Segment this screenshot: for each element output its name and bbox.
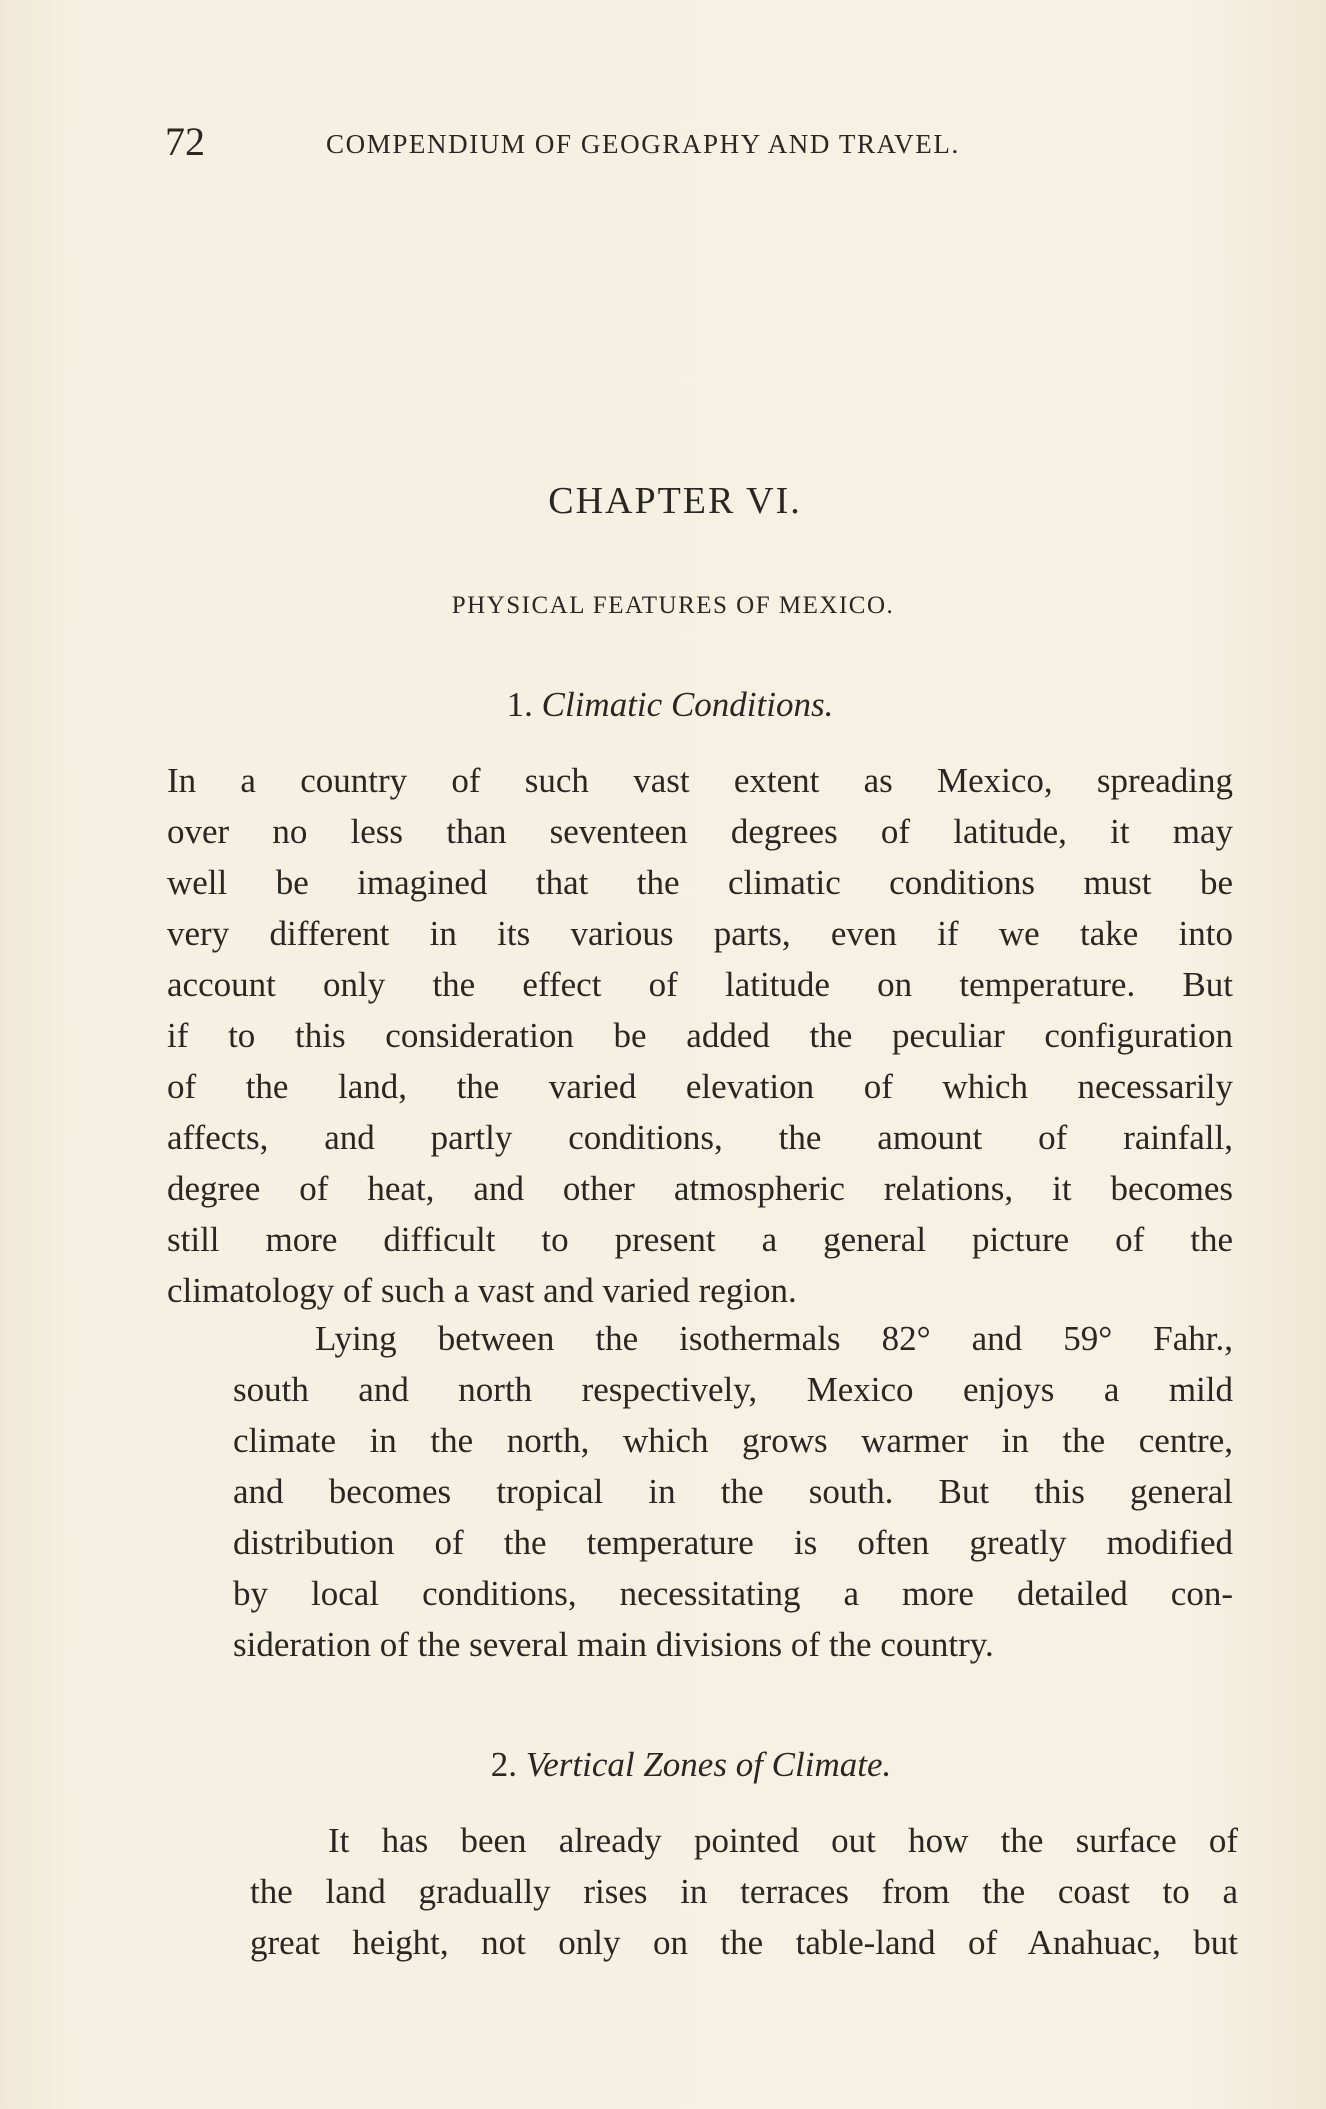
- chapter-title: CHAPTER VI.: [548, 480, 802, 522]
- text-line: well be imagined that the climatic conditions must be: [167, 863, 1233, 902]
- section-number: 1.: [506, 685, 533, 724]
- chapter-subtitle: PHYSICAL FEATURES OF MEXICO.: [451, 592, 895, 619]
- section-heading-vertical-zones: [0, 1740, 1326, 1790]
- text-line: affects, and partly conditions, the amount of rainfall,: [167, 1118, 1233, 1157]
- section-title: Climatic Conditions.: [541, 685, 834, 724]
- text-line: distribution of the temperature is often greatly modified: [233, 1523, 1233, 1562]
- paragraph: [167, 755, 1233, 1316]
- text-line: if to this consideration be added the peculiar configuration: [167, 1016, 1233, 1055]
- text-line: over no less than seventeen degrees of latitude, it may: [167, 812, 1233, 851]
- text-line: climate in the north, which grows warmer in the centre,: [233, 1421, 1233, 1460]
- text-line: It has been already pointed out how the surface of: [328, 1821, 1238, 1860]
- paragraph: [167, 1313, 1233, 1670]
- text-line: account only the effect of latitude on temperature. But: [167, 965, 1233, 1004]
- running-head: COMPENDIUM OF GEOGRAPHY AND TRAVEL.: [326, 129, 960, 159]
- section-number: 2.: [490, 1745, 517, 1784]
- text-line: degree of heat, and other atmospheric relations, it becomes: [167, 1169, 1233, 1208]
- text-line: of the land, the varied elevation of which necessarily: [167, 1067, 1233, 1106]
- paragraph: [172, 1815, 1238, 1968]
- text-line: very different in its various parts, even if we take into: [167, 914, 1233, 953]
- page-header: [165, 118, 1165, 166]
- text-line: by local conditions, necessitating a more detailed con-: [233, 1574, 1233, 1613]
- text-line: still more difficult to present a general picture of the: [167, 1220, 1233, 1259]
- text-line: and becomes tropical in the south. But this general: [233, 1472, 1233, 1511]
- text-line: the land gradually rises in terraces from the coast to a: [250, 1872, 1238, 1911]
- section-title: Vertical Zones of Climate.: [525, 1745, 892, 1784]
- text-line: climatology of such a vast and varied region.: [167, 1271, 797, 1310]
- text-line: sideration of the several main divisions of the country.: [233, 1625, 994, 1664]
- text-line: Lying between the isothermals 82° and 59° Fahr.,: [315, 1319, 1233, 1358]
- text-line: great height, not only on the table-land of Anahuac, but: [250, 1923, 1238, 1962]
- text-line: south and north respectively, Mexico enjoys a mild: [233, 1370, 1233, 1409]
- text-line: In a country of such vast extent as Mexico, spreading: [167, 761, 1233, 800]
- section-heading-climatic-conditions: [0, 680, 1326, 730]
- page-number: 72: [165, 119, 205, 164]
